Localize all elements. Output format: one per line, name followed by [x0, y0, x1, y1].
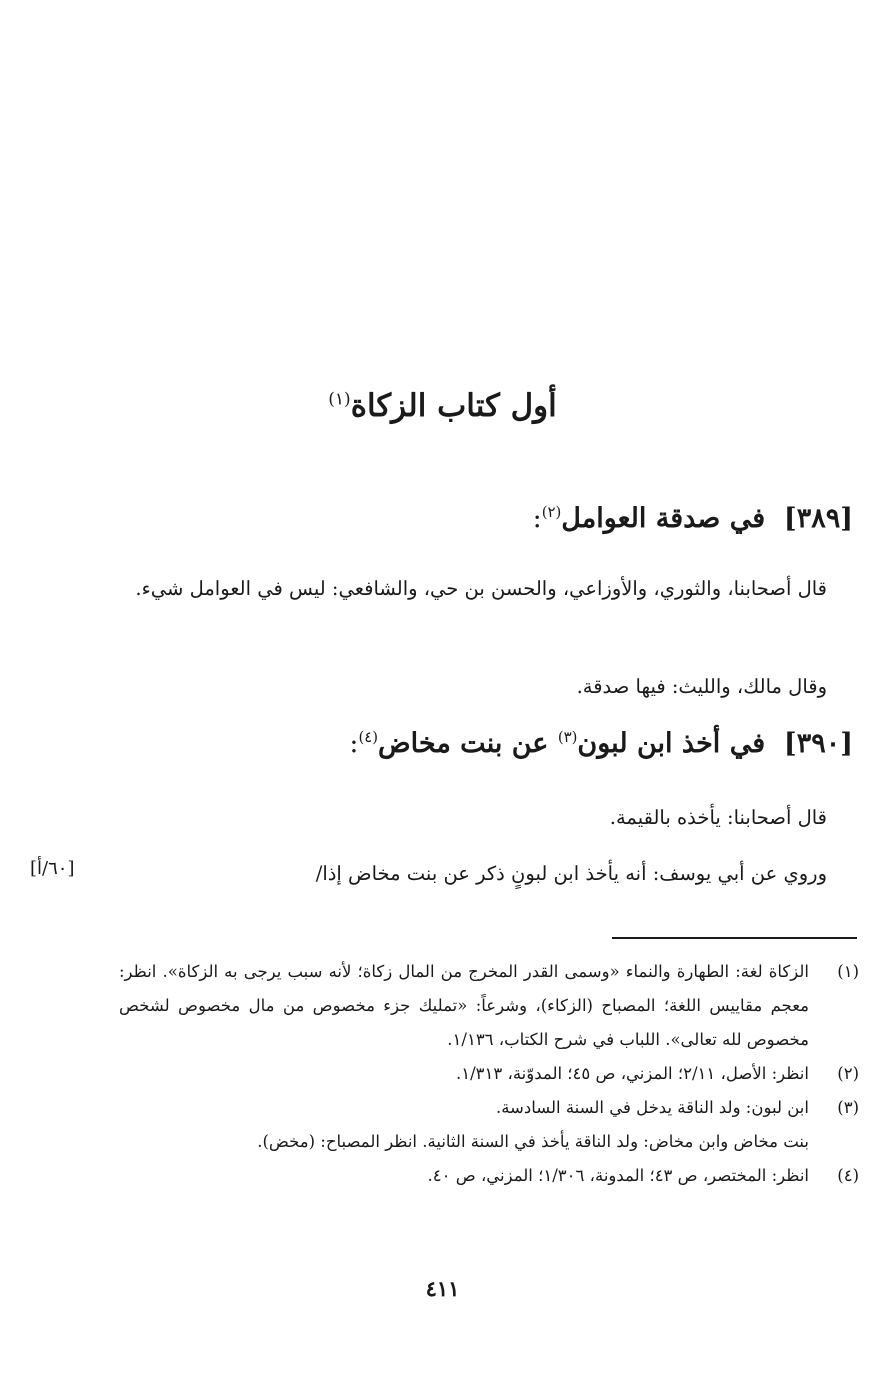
section-number: [٣٨٩] [783, 503, 853, 534]
section-heading-389 [33, 503, 853, 534]
footnote-3-continuation: بنت مخاض وابن مخاض: ولد الناقة يأخذ في السنة الثانية. انظر المصباح: (مخض). [257, 1132, 809, 1151]
footnotes [119, 955, 859, 1193]
footnote-text: انظر: الأصل، ٢/١١؛ المزني، ص ٤٥؛ المدوّنة، ١/٣١٣. [456, 1064, 809, 1083]
heading-colon: : [349, 728, 359, 759]
footnote-text: الزكاة لغة: الطهارة والنماء «وسمى القدر المخرج من المال زكاة؛ لأنه سبب يرجى به الزكاة». انظر: معجم مقاييس اللغة؛ المصباح (الزكاء)، وشرعاً: «تمليك جزء مخصوص من مال مخصوص لشخص مخصوص لله تعالى». اللباب في شرح الكتاب، ١/١٣٦. [119, 962, 809, 1049]
footnote-2 [119, 1057, 859, 1091]
footnote-3 [119, 1091, 859, 1125]
footnote-1 [119, 955, 859, 1057]
paragraph: وروي عن أبي يوسف: أنه يأخذ ابن لبونٍ ذكر عن بنت مخاض إذا/ [315, 862, 827, 885]
footnote-number: (٣) [837, 1098, 859, 1117]
chapter-title-text: أول كتاب الزكاة [350, 388, 557, 424]
footnote-separator [612, 937, 857, 939]
footnote-4 [119, 1159, 859, 1193]
paragraph: وقال مالك، والليث: فيها صدقة. [576, 675, 827, 698]
heading-colon: : [532, 503, 542, 534]
footnote-text: ابن لبون: ولد الناقة يدخل في السنة السادسة. [495, 1098, 809, 1117]
footnote-ref-3[interactable]: (٣) [557, 728, 578, 746]
section-title: في صدقة العوامل [561, 503, 766, 534]
paragraph: قال أصحابنا، والثوري، والأوزاعي، والحسن بن حي، والشافعي: ليس في العوامل شيء. [135, 577, 827, 600]
section-number: [٣٩٠] [783, 728, 853, 759]
paragraph: قال أصحابنا: يأخذه بالقيمة. [609, 806, 827, 829]
footnote-ref-2[interactable]: (٢) [541, 503, 562, 521]
footnote-ref-1[interactable]: (١) [328, 389, 351, 410]
manuscript-folio-marker: [٦٠/أ] [30, 858, 75, 879]
footnote-number: (١) [837, 962, 859, 981]
footnote-ref-4[interactable]: (٤) [358, 728, 379, 746]
section-title-part-1: في أخذ ابن لبون [577, 728, 766, 759]
footnote-text: انظر: المختصر، ص ٤٣؛ المدونة، ١/٣٠٦؛ المزني، ص ٤٠. [427, 1166, 809, 1185]
page-number: ٤١١ [425, 1276, 460, 1301]
section-heading-390 [33, 728, 853, 759]
chapter-title [0, 388, 885, 424]
footnote-number: (٢) [837, 1064, 859, 1083]
footnote-number: (٤) [837, 1166, 859, 1185]
section-title-part-2: عن بنت مخاض [378, 728, 549, 759]
